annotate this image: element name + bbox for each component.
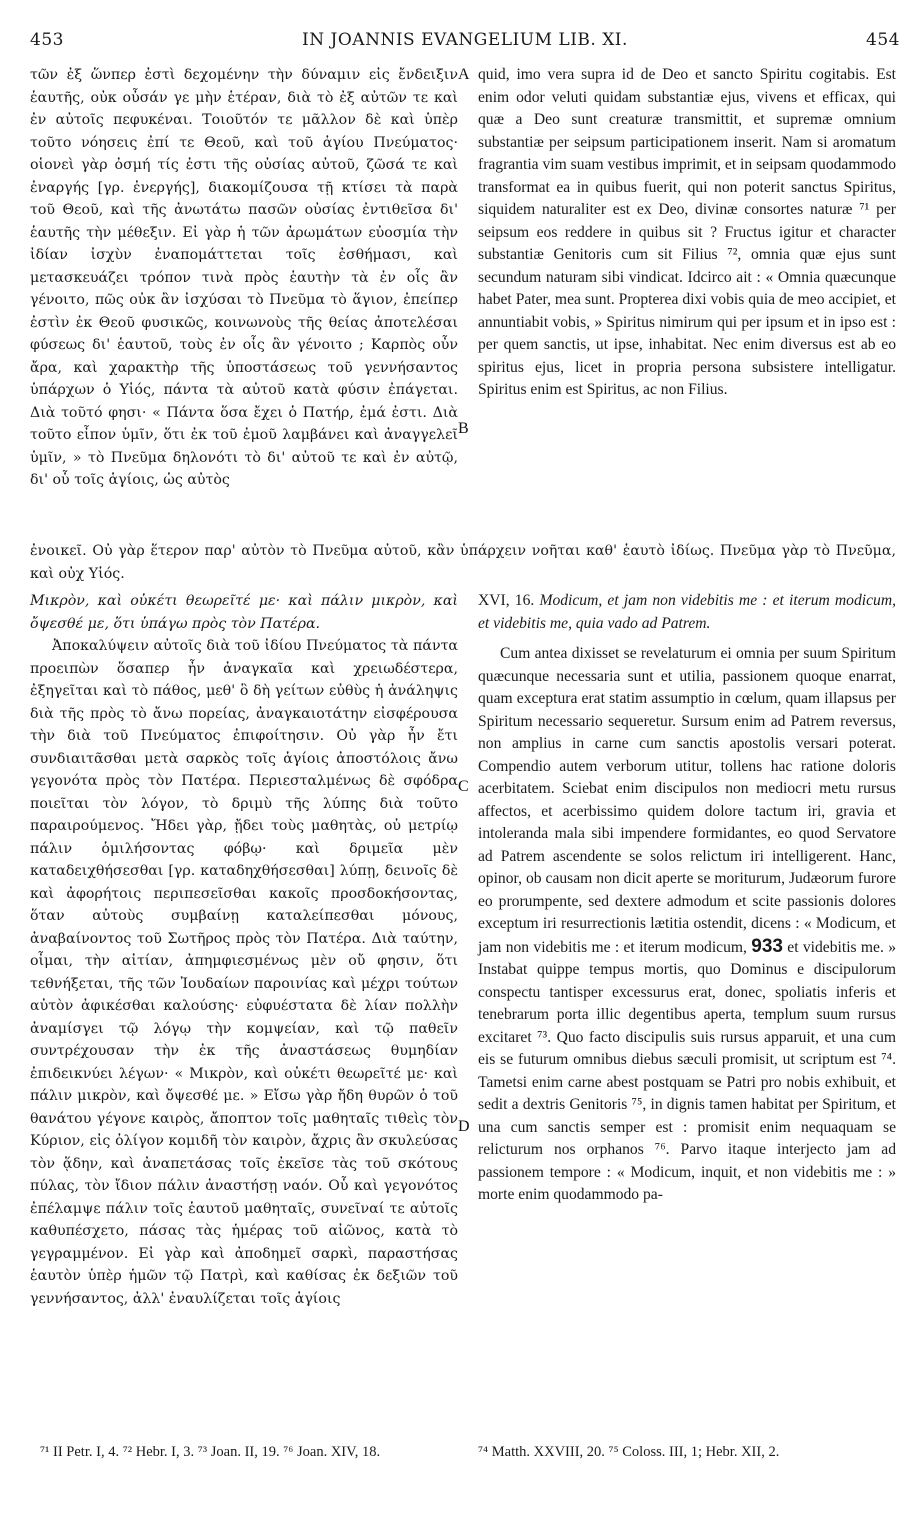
latin-lemma: Modicum, et jam non videbitis me : et iterum modicum, et videbitis me, quia vado ad Patrem. (478, 592, 896, 632)
running-header (30, 30, 900, 56)
latin-commentary-part-b: et videbitis me. » Instabat quippe tempus mortis, quo Dominus e discipulorum conspectu tantisper excessurus erat, donec, spoliatis inferis et tenebrarum porta illic degentibus aperta, templum suum rursus excitaret ⁷³. Quo facto discipulis suis rursus apparuit, et una cum eis se futurum omnibus diebus sæculi promisit, ut scriptum est ⁷⁴. Tametsi enim carne abest postquam se Patri pro nobis exhibuit, et sedit a dextris Genitoris ⁷⁵, in dignis tamen habitat per Spiritum, et una cum sanctis semper est : promisit enim nequaquam se relicturum nos orphanos ⁷⁶. Parvo itaque interjecto jam ad passionem tempore : « Modicum, inquit, et non videbitis me : » morte enim quodammodo pa- (478, 938, 896, 1203)
greek-commentary: Ἀποκαλύψειν αὐτοῖς διὰ τοῦ ἰδίου Πνεύματος τὰ πάντα προειπὼν ὅσαπερ ἦν ἀναγκαῖα καὶ χρειωδέστερα, ἐξηγεῖται καὶ τὸ πάθος, μεθ' ὃ δὴ γείτων εὐθὺς ἡ ἀνάληψις διὰ τῆς πρὸς τὸ ἄνω πορείας, ἀναγκαιοτάτην εἰσφέρουσα τὴν διὰ τοῦ Πνεύματος ἐπιφοίτησιν. Οὐ γὰρ ἦν ἔτι συνδιαιτᾶσθαι μετὰ σαρκὸς τοῖς ἁγίοις ἀποστόλοις ἄνω γεγονότα πρὸς τὸν Πατέρα. Περιεσταλμένως δὲ σφόδρα ποιεῖται τὸν λόγον, τὸ δριμὺ τῆς λύπης διὰ τοῦτο παραιρούμενος. Ἤδει γὰρ, ᾔδει τοὺς μαθητὰς, οὐ μετρίῳ πάλιν ὁμιλήσοντας φόβῳ· καὶ δριμεῖα μὲν καταδειχθήσεσθαι [γρ. καταδηχθήσεσθαι] λύπῃ, δεινοῖς δὲ καὶ ἀφορήτοις περιπεσεῖσθαι κακοῖς προσδοκήσοντας, ὅταν αὐτοὺς συμβαίνῃ καταλείπεσθαι μόνους, ἀναβαίνοντος τοῦ Σωτῆρος πρὸς τὸν Πατέρα. Διὰ ταύτην, οἶμαι, τὴν αἰτίαν, ἀπημφιεσμένως μὲν οὔ φησιν, ὅτι τεθνήξεται, τῆς τῶν Ἰουδαίων παροινίας καὶ μέχρι τούτων αὐτὸν ἀφικέσθαι καλούσης· εὐφυέστατα δὲ λίαν πολλὴν ἀναμίσγει τῷ λόγῳ τὴν κομψείαν, καὶ τῷ παθεῖν συντρέχουσαν τὴν ἐκ τῆς ἀναστάσεως θυμηδίαν ἐπιδεικνύει λέγων· « Μικρὸν, καὶ οὐκέτι θεωρεῖτέ με· καὶ πάλιν μικρὸν, καὶ ὄψεσθέ με. » Εἴσω γὰρ ἤδη θυρῶν ὁ τοῦ θανάτου γέγονε καιρὸς, ἄποπτον τοῖς μαθηταῖς τιθεὶς τὸν Κύριον, εἰς ὀλίγον κομιδῆ τὸν καιρὸν, ἄχρις ἂν σκυλεύσας τὸν ᾅδην, καὶ ἀναπετάσας τοῖς ἐκεῖσε τὰς τοῦ σκότους πύλας, τὸν ἴδιον πάλιν ἀναστήσῃ ναόν. Οὗ καὶ γεγονότος ἐπέλαμψε πάλιν τοῖς ἑαυτοῦ μαθηταῖς, συνεῖναί τε αὐτοῖς καθυπέσχετο, πάσας τὰς ἡμέρας τοῦ αἰῶνος, κατὰ τὸ γεγραμμένον. Εἰ γὰρ καὶ ἀποδημεῖ σαρκὶ, παραστήσας ἑαυτὸν ὑπὲρ ἡμῶν τῷ Πατρὶ, καὶ καθίσας ἐκ δεξιῶν τοῦ γεννήσαντος, ἀλλ' ἐναυλίζεται τοῖς ἁγίοις (30, 638, 458, 1307)
latin-commentary (478, 643, 896, 1207)
footnotes-right: ⁷⁴ Matth. XXVIII, 20. ⁷⁵ Coloss. III, 1; Hebr. XII, 2. (478, 1444, 780, 1460)
greek-paragraph: τῶν ἐξ ὥνπερ ἐστὶ δεχομένην τὴν δύναμιν εἰς ἔνδειξιν ἑαυτῆς, οὐκ οὖσάν γε μὴν ἑτέραν, διὰ τὸ ἐξ αὐτῶν τε καὶ ἐν αὐτοῖς πεφυκέναι. Τοιοῦτόν τε μᾶλλον δὲ καὶ ὑπὲρ τοῦτο νόησεις ἐπί τε Θεοῦ, καὶ τοῦ ἁγίου Πνεύματος· οἱονεὶ γὰρ ὀσμή τίς ἐστι τῆς οὐσίας αὐτοῦ, ζῶσά τε καὶ ἐναργής [γρ. ἐνεργής], διακομίζουσα τῇ κτίσει τὰ παρὰ τοῦ Θεοῦ, καὶ τῆς ἀνωτάτω πασῶν οὐσίας ἐντιθεῖσα δι' ἑαυτῆς τὴν μέθεξιν. Εἰ γὰρ ἡ τῶν ἀρωμάτων εὐοσμία τὴν ἰδίαν ἰσχὺν ἐναπομάττεται τοῖς ἐσθήμασι, καὶ μετασκευάζει τρόπον τινὰ πρὸς ἑαυτὴν τὰ ἐν οἷς ἂν γένοιτο, πῶς οὐκ ἂν ἰσχύσαι τὸ Πνεῦμα τὸ ἅγιον, ἐπείπερ ἐστὶν ἐκ Θεοῦ φυσικῶς, κοινωνοὺς τῆς θείας ἀποτελέσαι φύσεως δι' ἑαυτοῦ, τοὺς ἐν οἷς ἂν γένοιτο ; Καρπὸς οὖν ἄρα, καὶ χαρακτὴρ τῆς ὑποστάσεως τοῦ γεννήσαντος ὑπάρχων ὁ Υἱός, πάντα τὰ αὐτοῦ κατὰ φύσιν ἐπάγεται. Διὰ τοῦτό φησι· « Πάντα ὅσα ἔχει ὁ Πατήρ, ἐμά ἐστι. Διὰ τοῦτο εἶπον ὑμῖν, ὅτι ἐκ τοῦ ἐμοῦ λαμβάνει καὶ ἀναγγελεῖ ὑμῖν, » τὸ Πνεῦμα δηλονότι τὸ δι' αὐτοῦ τε καὶ ἐν αὐτῷ, δι' οὗ τοῖς ἁγίοις, ὡς αὐτὸς (30, 67, 458, 488)
lemma-reference: XVI, 16. (478, 592, 535, 609)
margin-letter-a: A (458, 66, 470, 83)
greek-bridge-lines (30, 540, 896, 585)
page-number-right: 454 (866, 30, 900, 50)
footnotes-left: ⁷¹ II Petr. I, 4. ⁷² Hebr. I, 3. ⁷³ Joan. II, 19. ⁷⁶ Joan. XIV, 18. (40, 1444, 381, 1460)
latin-paragraph: quid, imo vera supra id de Deo et sancto Spiritu cogitabis. Est enim odor veluti quidam substantiæ ejus, vivens et efficax, qui quæ a Deo sunt creaturæ transmittit, et supremæ omnium substantiæ per seipsum participationem inserit. Nam si aromatum fragrantia vim suam vestibus imprimit, et in seipsam quodammodo transformat ea in quibus fuerit, qui non poterit sanctus Spiritus, siquidem naturaliter est ex Deo, divinæ consortes naturæ ⁷¹ per seipsum eos reddere in quibus sit ? Fructus igitur et character substantiæ Genitoris cum sit Filius ⁷², omnia quæ ejus sunt secundum naturam sibi vindicat. Idcirco ait : « Omnia quæcunque habet Pater, mea sunt. Propterea dixi vobis quia de meo accipiet, et annuntiabit vobis, » Spiritus nimirum qui per ipsum et in ipso est : per quem sanctis, ut ipse, inhabitat. Nec enim diversus est ab eo spiritus ejus, licet in propria persona subsistere intelligatur. Spiritus enim est Spiritus, ac non Filius. (478, 66, 896, 398)
greek-bridge-paragraph: ἐνοικεῖ. Οὐ γὰρ ἕτερον παρ' αὐτὸν τὸ Πνεῦμα αὐτοῦ, κἂν ὑπάρχειν νοῆται καθ' ἑαυτὸ ἰδίως. Πνεῦμα γὰρ τὸ Πνεῦμα, καὶ οὐχ Υἱός. (30, 543, 896, 582)
latin-lemma-line (478, 590, 896, 635)
greek-column-bottom (30, 590, 458, 1310)
latin-column-top (478, 64, 896, 402)
latin-column-bottom (478, 590, 896, 1207)
margin-letter-c: C (458, 778, 469, 795)
margin-letter-d: D (458, 1118, 470, 1135)
column-number: 933 (751, 935, 783, 957)
running-title: IN JOANNIS EVANGELIUM LIB. XI. (302, 30, 628, 50)
latin-commentary-part-a: Cum antea dixisset se revelaturum ei omnia per suum Spiritum quæcunque necessaria sunt et utilia, passionem quoque enarrat, quam exceptura erat statim assumptio in cœlum, quam illapsus per Spiritum necessario sequeretur. Sursum enim ad Patrem reversus, non amplius in carne cum sanctis apostolis versari poterat. Compendio autem verborum utitur, tollens hac ratione doloris acerbitatem. Sciebat enim discipulos non mediocri metu rursus affectos, et acerbissimo quidem dolore tactum iri, gravia et intoleranda mala sibi impendere formidantes, eo quod Servatore ad Patrem ascendente se solos relictum iri intelligerent. Hanc, opinor, ob causam non dicit aperte se moriturum, Judæorum furore eo prorumpente, sed dextere admodum et scite passionis dolores exceptum iri resurrectionis lætitia ostendit, dicens : « Modicum, et jam non videbitis me : et iterum modicum, (478, 645, 896, 956)
margin-letter-b: B (458, 420, 469, 437)
greek-column-top (30, 64, 458, 492)
page-number-left: 453 (30, 30, 64, 50)
greek-lemma: Μικρὸν, καὶ οὐκέτι θεωρεῖτέ με· καὶ πάλιν μικρὸν, καὶ ὄψεσθέ με, ὅτι ὑπάγω πρὸς τὸν Πατέρα. (30, 593, 458, 632)
